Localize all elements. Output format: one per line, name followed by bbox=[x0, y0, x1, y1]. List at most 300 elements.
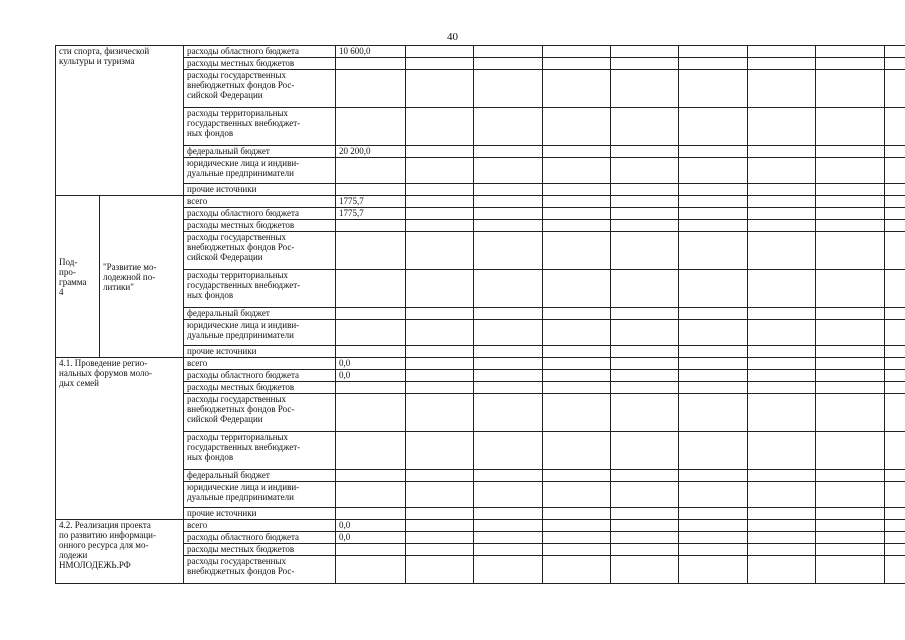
empty-cell bbox=[611, 184, 679, 196]
empty-cell bbox=[816, 220, 885, 232]
empty-cell bbox=[474, 184, 543, 196]
funding-source: юридические лица и индиви- дуальные предприниматели bbox=[184, 320, 336, 346]
amount-cell bbox=[336, 232, 406, 270]
empty-cell bbox=[611, 208, 679, 220]
empty-cell bbox=[474, 358, 543, 370]
empty-cell bbox=[406, 320, 474, 346]
funding-source: расходы местных бюджетов bbox=[184, 220, 336, 232]
funding-source: прочие источники bbox=[184, 184, 336, 196]
empty-cell bbox=[406, 146, 474, 158]
empty-cell bbox=[748, 270, 816, 308]
empty-cell bbox=[611, 232, 679, 270]
table-row bbox=[56, 58, 905, 70]
empty-cell bbox=[816, 146, 885, 158]
funding-source: прочие источники bbox=[184, 346, 336, 358]
empty-cell bbox=[816, 482, 885, 508]
empty-cell bbox=[679, 382, 748, 394]
empty-cell bbox=[679, 346, 748, 358]
table-row bbox=[56, 346, 905, 358]
empty-cell bbox=[748, 184, 816, 196]
empty-cell bbox=[885, 184, 905, 196]
empty-cell bbox=[748, 108, 816, 146]
amount-cell bbox=[336, 308, 406, 320]
empty-cell bbox=[679, 232, 748, 270]
empty-cell bbox=[816, 196, 885, 208]
funding-source: расходы местных бюджетов bbox=[184, 58, 336, 70]
amount-cell bbox=[336, 70, 406, 108]
table-row bbox=[56, 196, 905, 208]
empty-cell bbox=[611, 46, 679, 58]
empty-cell bbox=[474, 70, 543, 108]
empty-cell bbox=[611, 70, 679, 108]
empty-cell bbox=[748, 346, 816, 358]
empty-cell bbox=[611, 358, 679, 370]
empty-cell bbox=[543, 46, 611, 58]
empty-cell bbox=[748, 158, 816, 184]
empty-cell bbox=[885, 46, 905, 58]
table-row bbox=[56, 308, 905, 320]
empty-cell bbox=[474, 470, 543, 482]
amount-cell: 0,0 bbox=[336, 532, 406, 544]
empty-cell bbox=[474, 308, 543, 320]
amount-cell bbox=[336, 220, 406, 232]
empty-cell bbox=[543, 544, 611, 556]
empty-cell bbox=[816, 556, 885, 584]
amount-cell bbox=[336, 556, 406, 584]
funding-source: всего bbox=[184, 358, 336, 370]
funding-source: расходы государственных внебюджетных фондов Рос- сийской Федерации bbox=[184, 232, 336, 270]
table-row bbox=[56, 46, 905, 58]
empty-cell bbox=[543, 370, 611, 382]
empty-cell bbox=[885, 320, 905, 346]
empty-cell bbox=[679, 58, 748, 70]
amount-cell: 20 200,0 bbox=[336, 146, 406, 158]
table-row bbox=[56, 470, 905, 482]
empty-cell bbox=[543, 146, 611, 158]
table-row bbox=[56, 220, 905, 232]
empty-cell bbox=[885, 382, 905, 394]
table-row bbox=[56, 520, 905, 532]
empty-cell bbox=[611, 158, 679, 184]
amount-cell bbox=[336, 108, 406, 146]
empty-cell bbox=[406, 370, 474, 382]
table-row bbox=[56, 158, 905, 184]
empty-cell bbox=[543, 108, 611, 146]
empty-cell bbox=[748, 532, 816, 544]
empty-cell bbox=[611, 270, 679, 308]
table-row bbox=[56, 184, 905, 196]
empty-cell bbox=[885, 508, 905, 520]
page-number: 40 bbox=[447, 31, 458, 43]
empty-cell bbox=[885, 146, 905, 158]
table-row bbox=[56, 208, 905, 220]
empty-cell bbox=[406, 270, 474, 308]
empty-cell bbox=[611, 346, 679, 358]
empty-cell bbox=[406, 346, 474, 358]
empty-cell bbox=[885, 358, 905, 370]
empty-cell bbox=[679, 220, 748, 232]
empty-cell bbox=[543, 382, 611, 394]
empty-cell bbox=[543, 208, 611, 220]
empty-cell bbox=[406, 184, 474, 196]
empty-cell bbox=[474, 556, 543, 584]
empty-cell bbox=[748, 70, 816, 108]
empty-cell bbox=[816, 470, 885, 482]
empty-cell bbox=[748, 394, 816, 432]
empty-cell bbox=[816, 46, 885, 58]
empty-cell bbox=[748, 308, 816, 320]
empty-cell bbox=[474, 220, 543, 232]
empty-cell bbox=[474, 544, 543, 556]
amount-cell bbox=[336, 544, 406, 556]
empty-cell bbox=[406, 508, 474, 520]
empty-cell bbox=[543, 358, 611, 370]
funding-source: федеральный бюджет bbox=[184, 146, 336, 158]
funding-source: расходы областного бюджета bbox=[184, 532, 336, 544]
empty-cell bbox=[816, 532, 885, 544]
empty-cell bbox=[885, 232, 905, 270]
funding-source: расходы государственных внебюджетных фондов Рос- сийской Федерации bbox=[184, 394, 336, 432]
amount-cell: 10 600,0 bbox=[336, 46, 406, 58]
amount-cell bbox=[336, 320, 406, 346]
empty-cell bbox=[816, 520, 885, 532]
program-label: сти спорта, физической культуры и туризма bbox=[56, 46, 184, 196]
table-row bbox=[56, 320, 905, 346]
empty-cell bbox=[474, 346, 543, 358]
empty-cell bbox=[748, 358, 816, 370]
funding-source: всего bbox=[184, 520, 336, 532]
empty-cell bbox=[611, 508, 679, 520]
empty-cell bbox=[543, 220, 611, 232]
empty-cell bbox=[748, 482, 816, 508]
empty-cell bbox=[679, 108, 748, 146]
empty-cell bbox=[679, 470, 748, 482]
empty-cell bbox=[406, 196, 474, 208]
empty-cell bbox=[816, 208, 885, 220]
amount-cell bbox=[336, 270, 406, 308]
empty-cell bbox=[543, 308, 611, 320]
funding-source: прочие источники bbox=[184, 508, 336, 520]
empty-cell bbox=[679, 270, 748, 308]
empty-cell bbox=[885, 58, 905, 70]
empty-cell bbox=[543, 158, 611, 184]
empty-cell bbox=[406, 482, 474, 508]
empty-cell bbox=[543, 482, 611, 508]
empty-cell bbox=[885, 532, 905, 544]
table-row bbox=[56, 382, 905, 394]
amount-cell: 0,0 bbox=[336, 370, 406, 382]
empty-cell bbox=[406, 308, 474, 320]
empty-cell bbox=[474, 146, 543, 158]
amount-cell bbox=[336, 482, 406, 508]
funding-source: расходы территориальных государственных внебюджет- ных фондов bbox=[184, 108, 336, 146]
empty-cell bbox=[885, 208, 905, 220]
empty-cell bbox=[474, 58, 543, 70]
funding-table bbox=[55, 45, 905, 584]
funding-source: расходы местных бюджетов bbox=[184, 544, 336, 556]
empty-cell bbox=[611, 308, 679, 320]
funding-source: расходы областного бюджета bbox=[184, 208, 336, 220]
empty-cell bbox=[406, 358, 474, 370]
empty-cell bbox=[611, 196, 679, 208]
empty-cell bbox=[474, 394, 543, 432]
funding-source: расходы территориальных государственных внебюджет- ных фондов bbox=[184, 432, 336, 470]
empty-cell bbox=[885, 370, 905, 382]
empty-cell bbox=[543, 184, 611, 196]
empty-cell bbox=[406, 556, 474, 584]
amount-cell: 0,0 bbox=[336, 520, 406, 532]
funding-source: всего bbox=[184, 196, 336, 208]
empty-cell bbox=[406, 544, 474, 556]
empty-cell bbox=[406, 158, 474, 184]
empty-cell bbox=[885, 270, 905, 308]
empty-cell bbox=[611, 470, 679, 482]
empty-cell bbox=[543, 58, 611, 70]
amount-cell bbox=[336, 394, 406, 432]
empty-cell bbox=[679, 308, 748, 320]
empty-cell bbox=[885, 108, 905, 146]
empty-cell bbox=[816, 232, 885, 270]
empty-cell bbox=[406, 432, 474, 470]
empty-cell bbox=[679, 196, 748, 208]
empty-cell bbox=[474, 196, 543, 208]
empty-cell bbox=[816, 508, 885, 520]
empty-cell bbox=[816, 108, 885, 146]
empty-cell bbox=[406, 532, 474, 544]
empty-cell bbox=[748, 320, 816, 346]
empty-cell bbox=[748, 196, 816, 208]
empty-cell bbox=[679, 482, 748, 508]
funding-source: расходы территориальных государственных внебюджет- ных фондов bbox=[184, 270, 336, 308]
amount-cell bbox=[336, 508, 406, 520]
funding-source: юридические лица и индиви- дуальные предприниматели bbox=[184, 158, 336, 184]
amount-cell bbox=[336, 346, 406, 358]
empty-cell bbox=[611, 520, 679, 532]
empty-cell bbox=[474, 508, 543, 520]
empty-cell bbox=[474, 208, 543, 220]
empty-cell bbox=[679, 532, 748, 544]
empty-cell bbox=[474, 108, 543, 146]
empty-cell bbox=[611, 220, 679, 232]
funding-source: расходы областного бюджета bbox=[184, 370, 336, 382]
empty-cell bbox=[611, 382, 679, 394]
empty-cell bbox=[885, 220, 905, 232]
table-row bbox=[56, 556, 905, 584]
amount-cell: 1775,7 bbox=[336, 208, 406, 220]
empty-cell bbox=[406, 520, 474, 532]
empty-cell bbox=[679, 358, 748, 370]
empty-cell bbox=[748, 58, 816, 70]
funding-source: федеральный бюджет bbox=[184, 308, 336, 320]
empty-cell bbox=[474, 158, 543, 184]
empty-cell bbox=[816, 184, 885, 196]
empty-cell bbox=[543, 320, 611, 346]
empty-cell bbox=[611, 556, 679, 584]
amount-cell bbox=[336, 470, 406, 482]
empty-cell bbox=[543, 556, 611, 584]
funding-source: расходы областного бюджета bbox=[184, 46, 336, 58]
empty-cell bbox=[611, 370, 679, 382]
funding-source: расходы государственных внебюджетных фондов Рос- сийской Федерации bbox=[184, 70, 336, 108]
empty-cell bbox=[474, 520, 543, 532]
table-row bbox=[56, 146, 905, 158]
empty-cell bbox=[816, 320, 885, 346]
empty-cell bbox=[816, 432, 885, 470]
empty-cell bbox=[816, 158, 885, 184]
empty-cell bbox=[543, 432, 611, 470]
empty-cell bbox=[611, 108, 679, 146]
empty-cell bbox=[816, 544, 885, 556]
subprogram-title: "Развитие мо- лодежной по- литики" bbox=[100, 196, 184, 358]
empty-cell bbox=[406, 220, 474, 232]
empty-cell bbox=[885, 346, 905, 358]
empty-cell bbox=[474, 370, 543, 382]
empty-cell bbox=[474, 532, 543, 544]
empty-cell bbox=[543, 70, 611, 108]
empty-cell bbox=[885, 482, 905, 508]
empty-cell bbox=[543, 508, 611, 520]
empty-cell bbox=[679, 320, 748, 346]
empty-cell bbox=[406, 394, 474, 432]
empty-cell bbox=[543, 520, 611, 532]
empty-cell bbox=[679, 394, 748, 432]
empty-cell bbox=[885, 544, 905, 556]
program-label: 4.1. Проведение регио- нальных форумов моло- дых семей bbox=[56, 358, 184, 520]
empty-cell bbox=[474, 270, 543, 308]
empty-cell bbox=[748, 432, 816, 470]
empty-cell bbox=[748, 46, 816, 58]
empty-cell bbox=[679, 158, 748, 184]
empty-cell bbox=[885, 70, 905, 108]
empty-cell bbox=[748, 220, 816, 232]
empty-cell bbox=[885, 556, 905, 584]
empty-cell bbox=[816, 70, 885, 108]
table-row bbox=[56, 508, 905, 520]
table-row bbox=[56, 70, 905, 108]
empty-cell bbox=[885, 158, 905, 184]
empty-cell bbox=[748, 232, 816, 270]
empty-cell bbox=[406, 46, 474, 58]
empty-cell bbox=[543, 270, 611, 308]
table-row bbox=[56, 482, 905, 508]
table-row bbox=[56, 370, 905, 382]
empty-cell bbox=[748, 146, 816, 158]
empty-cell bbox=[679, 370, 748, 382]
empty-cell bbox=[679, 184, 748, 196]
empty-cell bbox=[885, 394, 905, 432]
empty-cell bbox=[406, 58, 474, 70]
empty-cell bbox=[816, 370, 885, 382]
empty-cell bbox=[816, 346, 885, 358]
empty-cell bbox=[543, 196, 611, 208]
funding-source: федеральный бюджет bbox=[184, 470, 336, 482]
table-row bbox=[56, 270, 905, 308]
empty-cell bbox=[543, 470, 611, 482]
empty-cell bbox=[611, 482, 679, 508]
table-row bbox=[56, 358, 905, 370]
amount-cell bbox=[336, 158, 406, 184]
empty-cell bbox=[816, 382, 885, 394]
empty-cell bbox=[816, 308, 885, 320]
amount-cell: 1775,7 bbox=[336, 196, 406, 208]
empty-cell bbox=[885, 308, 905, 320]
empty-cell bbox=[406, 382, 474, 394]
empty-cell bbox=[679, 508, 748, 520]
empty-cell bbox=[474, 46, 543, 58]
empty-cell bbox=[474, 320, 543, 346]
empty-cell bbox=[611, 58, 679, 70]
empty-cell bbox=[611, 544, 679, 556]
table-row bbox=[56, 394, 905, 432]
funding-source: расходы государственных внебюджетных фондов Рос- bbox=[184, 556, 336, 584]
empty-cell bbox=[885, 520, 905, 532]
empty-cell bbox=[748, 470, 816, 482]
empty-cell bbox=[543, 346, 611, 358]
empty-cell bbox=[406, 208, 474, 220]
empty-cell bbox=[474, 382, 543, 394]
empty-cell bbox=[748, 508, 816, 520]
empty-cell bbox=[679, 556, 748, 584]
empty-cell bbox=[679, 520, 748, 532]
empty-cell bbox=[679, 432, 748, 470]
empty-cell bbox=[474, 432, 543, 470]
subprogram-number: Под- про- грамма 4 bbox=[56, 196, 100, 358]
empty-cell bbox=[679, 208, 748, 220]
amount-cell bbox=[336, 184, 406, 196]
empty-cell bbox=[885, 470, 905, 482]
table-row bbox=[56, 532, 905, 544]
amount-cell bbox=[336, 432, 406, 470]
empty-cell bbox=[679, 70, 748, 108]
empty-cell bbox=[611, 320, 679, 346]
empty-cell bbox=[474, 482, 543, 508]
empty-cell bbox=[611, 394, 679, 432]
empty-cell bbox=[748, 370, 816, 382]
empty-cell bbox=[816, 58, 885, 70]
empty-cell bbox=[543, 532, 611, 544]
empty-cell bbox=[406, 470, 474, 482]
funding-source: расходы местных бюджетов bbox=[184, 382, 336, 394]
empty-cell bbox=[748, 208, 816, 220]
table-row bbox=[56, 432, 905, 470]
amount-cell: 0,0 bbox=[336, 358, 406, 370]
empty-cell bbox=[406, 108, 474, 146]
empty-cell bbox=[611, 532, 679, 544]
empty-cell bbox=[748, 556, 816, 584]
empty-cell bbox=[748, 520, 816, 532]
empty-cell bbox=[816, 358, 885, 370]
empty-cell bbox=[474, 232, 543, 270]
empty-cell bbox=[543, 232, 611, 270]
empty-cell bbox=[611, 146, 679, 158]
empty-cell bbox=[611, 432, 679, 470]
empty-cell bbox=[543, 394, 611, 432]
funding-source: юридические лица и индиви- дуальные предприниматели bbox=[184, 482, 336, 508]
empty-cell bbox=[816, 270, 885, 308]
empty-cell bbox=[406, 70, 474, 108]
amount-cell bbox=[336, 58, 406, 70]
empty-cell bbox=[748, 382, 816, 394]
program-label: 4.2. Реализация проекта по развитию информаци- онного ресурса для мо- лодежи НМОЛОДЕЖЬ.РФ bbox=[56, 520, 184, 584]
empty-cell bbox=[679, 146, 748, 158]
empty-cell bbox=[748, 544, 816, 556]
empty-cell bbox=[679, 544, 748, 556]
empty-cell bbox=[406, 232, 474, 270]
empty-cell bbox=[816, 394, 885, 432]
table-row bbox=[56, 108, 905, 146]
table-row bbox=[56, 232, 905, 270]
empty-cell bbox=[885, 432, 905, 470]
